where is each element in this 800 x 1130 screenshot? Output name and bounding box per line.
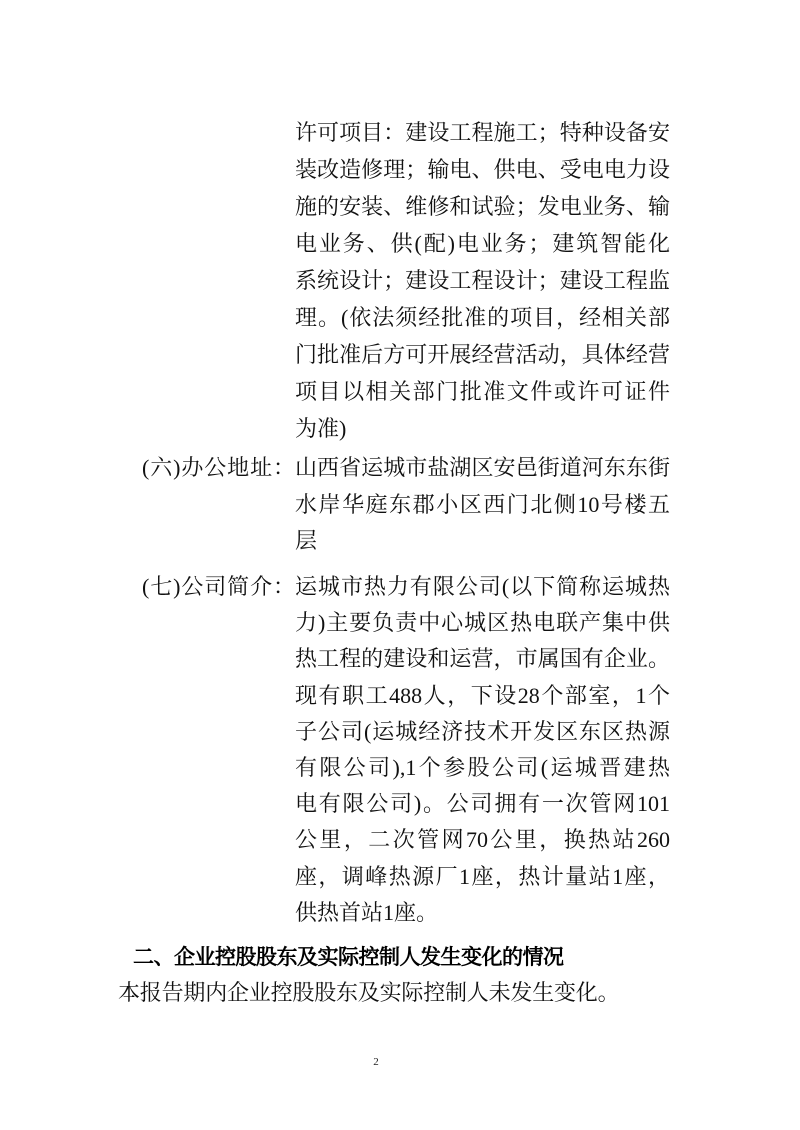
text-line: 项目以相关部门批准文件或许可证件 — [295, 379, 670, 404]
text-line: 装改造修理；输电、供电、受电电力设 — [295, 157, 670, 182]
item-content — [295, 450, 670, 560]
text-line: 运城市热力有限公司(以下简称运城热 — [295, 574, 670, 599]
text-line: 水岸华庭东郡小区西门北侧10号楼五 — [295, 491, 670, 517]
text-line: 系统设计；建设工程设计；建设工程监 — [295, 268, 670, 293]
text-line: 为准) — [295, 416, 347, 441]
text-line: 山西省运城市盐湖区安邑街道河东东街 — [295, 455, 670, 480]
text-line: 电有限公司)。公司拥有一次管网101 — [295, 791, 670, 817]
item-label: (六)办公地址： — [142, 455, 295, 480]
text-line: 供热首站1座。 — [295, 899, 439, 925]
item-content — [295, 569, 670, 931]
paragraph: 本报告期内企业控股股东及实际控制人未发生变化。 — [118, 980, 620, 1005]
text-line: 许可项目：建设工程施工；特种设备安 — [295, 120, 670, 145]
text-line: 热工程的建设和运营，市属国有企业。 — [295, 646, 670, 672]
page-number: 2 — [373, 1056, 379, 1068]
text-line: 施的安装、维修和试验；发电业务、输 — [295, 194, 670, 219]
text-line: 有限公司),1个参股公司(运城晋建热 — [295, 754, 670, 780]
text-line: 力)主要负责中心城区热电联产集中供 — [295, 610, 670, 636]
text-line: 门批准后方可开展经营活动，具体经营 — [295, 342, 670, 367]
text-line: 公里，二次管网70公里，换热站260 — [295, 827, 670, 853]
item-office-address — [142, 450, 670, 560]
text-line: 子公司(运城经济技术开发区东区热源 — [295, 718, 670, 744]
business-scope-continuation — [295, 114, 670, 447]
text-line: 理。(依法须经批准的项目，经相关部 — [295, 305, 670, 330]
text-line: 现有职工488人，下设28个部室，1个 — [295, 682, 670, 708]
text-line: 座，调峰热源厂1座，热计量站1座， — [295, 863, 670, 889]
text-line: 层 — [295, 528, 318, 553]
item-company-profile — [142, 569, 670, 931]
item-label: (七)公司简介： — [142, 574, 295, 599]
section-heading: 二、企业控股股东及实际控制人发生变化的情况 — [133, 946, 564, 969]
text-line: 电业务、供(配)电业务；建筑智能化 — [295, 231, 670, 256]
